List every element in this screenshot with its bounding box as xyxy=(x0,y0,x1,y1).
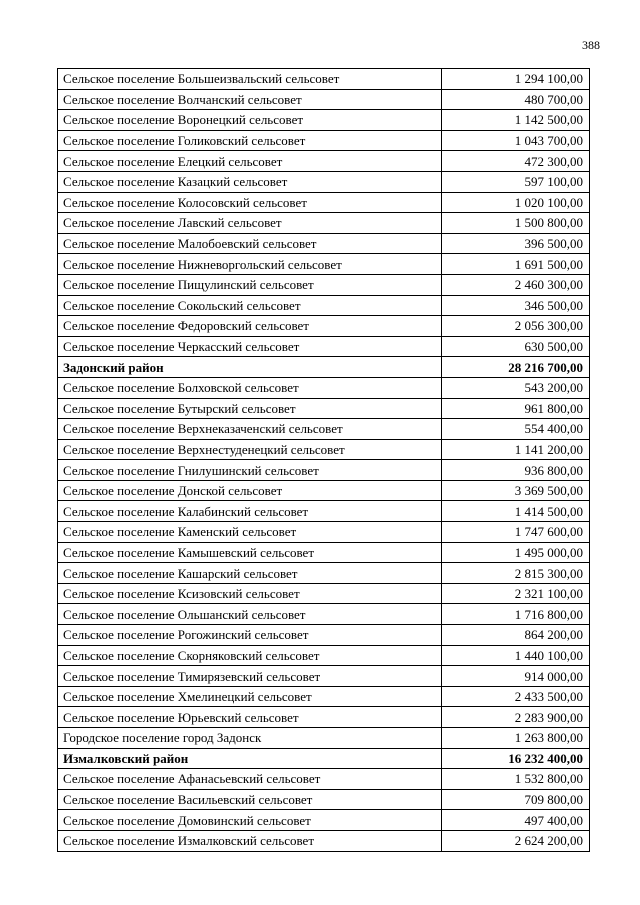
settlement-name: Сельское поселение Домовинский сельсовет xyxy=(58,810,442,831)
settlement-name: Сельское поселение Малобоевский сельсовет xyxy=(58,233,442,254)
settlement-name: Сельское поселение Черкасский сельсовет xyxy=(58,336,442,357)
table-row xyxy=(58,501,590,522)
table-row xyxy=(58,707,590,728)
amount: 1 142 500,00 xyxy=(442,110,590,131)
table-row xyxy=(58,295,590,316)
settlement-name: Сельское поселение Казацкий сельсовет xyxy=(58,171,442,192)
table-row xyxy=(58,810,590,831)
settlement-name: Сельское поселение Васильевский сельсовет xyxy=(58,789,442,810)
district-total-amount: 28 216 700,00 xyxy=(442,357,590,378)
table-row xyxy=(58,69,590,90)
table-row xyxy=(58,233,590,254)
table-row xyxy=(58,645,590,666)
amount: 2 283 900,00 xyxy=(442,707,590,728)
amount: 597 100,00 xyxy=(442,171,590,192)
amount: 2 433 500,00 xyxy=(442,686,590,707)
table-row xyxy=(58,604,590,625)
settlement-name: Сельское поселение Тимирязевский сельсовет xyxy=(58,666,442,687)
settlement-name: Сельское поселение Голиковский сельсовет xyxy=(58,130,442,151)
settlement-name: Сельское поселение Болховской сельсовет xyxy=(58,377,442,398)
table-row xyxy=(58,171,590,192)
table-row xyxy=(58,439,590,460)
amount: 1 020 100,00 xyxy=(442,192,590,213)
amount: 1 263 800,00 xyxy=(442,728,590,749)
amount: 1 495 000,00 xyxy=(442,542,590,563)
amount: 554 400,00 xyxy=(442,419,590,440)
settlement-name: Сельское поселение Верхнеказаченский сельсовет xyxy=(58,419,442,440)
amount: 936 800,00 xyxy=(442,460,590,481)
settlement-name: Сельское поселение Сокольский сельсовет xyxy=(58,295,442,316)
settlement-name: Сельское поселение Ольшанский сельсовет xyxy=(58,604,442,625)
table-row xyxy=(58,728,590,749)
amount: 1 141 200,00 xyxy=(442,439,590,460)
amount: 961 800,00 xyxy=(442,398,590,419)
table-row xyxy=(58,213,590,234)
amount: 1 294 100,00 xyxy=(442,69,590,90)
amount: 1 043 700,00 xyxy=(442,130,590,151)
table-row xyxy=(58,336,590,357)
amount: 1 691 500,00 xyxy=(442,254,590,275)
amount: 2 460 300,00 xyxy=(442,274,590,295)
table-row xyxy=(58,316,590,337)
settlement-name: Сельское поселение Калабинский сельсовет xyxy=(58,501,442,522)
settlement-name: Сельское поселение Гнилушинский сельсовет xyxy=(58,460,442,481)
amount: 914 000,00 xyxy=(442,666,590,687)
amount: 480 700,00 xyxy=(442,89,590,110)
settlement-name: Сельское поселение Каменский сельсовет xyxy=(58,522,442,543)
district-row xyxy=(58,748,590,769)
amount: 864 200,00 xyxy=(442,625,590,646)
table-row xyxy=(58,398,590,419)
table-row xyxy=(58,192,590,213)
district-row xyxy=(58,357,590,378)
table-row xyxy=(58,130,590,151)
amount: 497 400,00 xyxy=(442,810,590,831)
settlement-name: Сельское поселение Камышевский сельсовет xyxy=(58,542,442,563)
settlement-name: Сельское поселение Лавский сельсовет xyxy=(58,213,442,234)
amount: 709 800,00 xyxy=(442,789,590,810)
amount: 2 056 300,00 xyxy=(442,316,590,337)
table-row xyxy=(58,789,590,810)
amount: 396 500,00 xyxy=(442,233,590,254)
table-row xyxy=(58,625,590,646)
amount: 1 414 500,00 xyxy=(442,501,590,522)
settlement-name: Сельское поселение Рогожинский сельсовет xyxy=(58,625,442,646)
table-row xyxy=(58,377,590,398)
settlement-name: Сельское поселение Юрьевский сельсовет xyxy=(58,707,442,728)
amount: 630 500,00 xyxy=(442,336,590,357)
amount: 3 369 500,00 xyxy=(442,480,590,501)
amount: 543 200,00 xyxy=(442,377,590,398)
amount: 1 716 800,00 xyxy=(442,604,590,625)
settlement-name: Сельское поселение Колосовский сельсовет xyxy=(58,192,442,213)
settlement-name: Сельское поселение Федоровский сельсовет xyxy=(58,316,442,337)
amount: 1 440 100,00 xyxy=(442,645,590,666)
amount: 2 815 300,00 xyxy=(442,563,590,584)
settlement-name: Сельское поселение Большеизвальский сельсовет xyxy=(58,69,442,90)
table-row xyxy=(58,254,590,275)
table-row xyxy=(58,522,590,543)
settlement-name: Сельское поселение Пищулинский сельсовет xyxy=(58,274,442,295)
table-row xyxy=(58,419,590,440)
settlement-name: Сельское поселение Ксизовский сельсовет xyxy=(58,583,442,604)
settlement-name: Городское поселение город Задонск xyxy=(58,728,442,749)
settlement-name: Сельское поселение Хмелинецкий сельсовет xyxy=(58,686,442,707)
table-row xyxy=(58,583,590,604)
settlement-name: Сельское поселение Воронецкий сельсовет xyxy=(58,110,442,131)
table-row xyxy=(58,830,590,851)
table-row xyxy=(58,769,590,790)
table-row xyxy=(58,110,590,131)
amount: 472 300,00 xyxy=(442,151,590,172)
settlement-name: Сельское поселение Елецкий сельсовет xyxy=(58,151,442,172)
settlement-name: Сельское поселение Афанасьевский сельсовет xyxy=(58,769,442,790)
district-name: Измалковский район xyxy=(58,748,442,769)
district-name: Задонский район xyxy=(58,357,442,378)
table-row xyxy=(58,460,590,481)
amount: 2 624 200,00 xyxy=(442,830,590,851)
settlement-name: Сельское поселение Волчанский сельсовет xyxy=(58,89,442,110)
settlement-name: Сельское поселение Скорняковский сельсовет xyxy=(58,645,442,666)
amount: 2 321 100,00 xyxy=(442,583,590,604)
table-row xyxy=(58,686,590,707)
amount: 346 500,00 xyxy=(442,295,590,316)
settlement-name: Сельское поселение Донской сельсовет xyxy=(58,480,442,501)
table-row xyxy=(58,563,590,584)
amount: 1 500 800,00 xyxy=(442,213,590,234)
settlement-name: Сельское поселение Нижневоргольский сельсовет xyxy=(58,254,442,275)
district-total-amount: 16 232 400,00 xyxy=(442,748,590,769)
settlement-name: Сельское поселение Кашарский сельсовет xyxy=(58,563,442,584)
table-row xyxy=(58,666,590,687)
budget-allocation-table xyxy=(57,68,590,852)
table-row xyxy=(58,151,590,172)
settlement-name: Сельское поселение Измалковский сельсовет xyxy=(58,830,442,851)
amount: 1 747 600,00 xyxy=(442,522,590,543)
amount: 1 532 800,00 xyxy=(442,769,590,790)
settlement-name: Сельское поселение Бутырский сельсовет xyxy=(58,398,442,419)
table-row xyxy=(58,480,590,501)
table-row xyxy=(58,542,590,563)
page-number: 388 xyxy=(582,38,600,52)
table-row xyxy=(58,274,590,295)
settlement-name: Сельское поселение Верхнестуденецкий сельсовет xyxy=(58,439,442,460)
table-row xyxy=(58,89,590,110)
table-body xyxy=(58,69,590,852)
